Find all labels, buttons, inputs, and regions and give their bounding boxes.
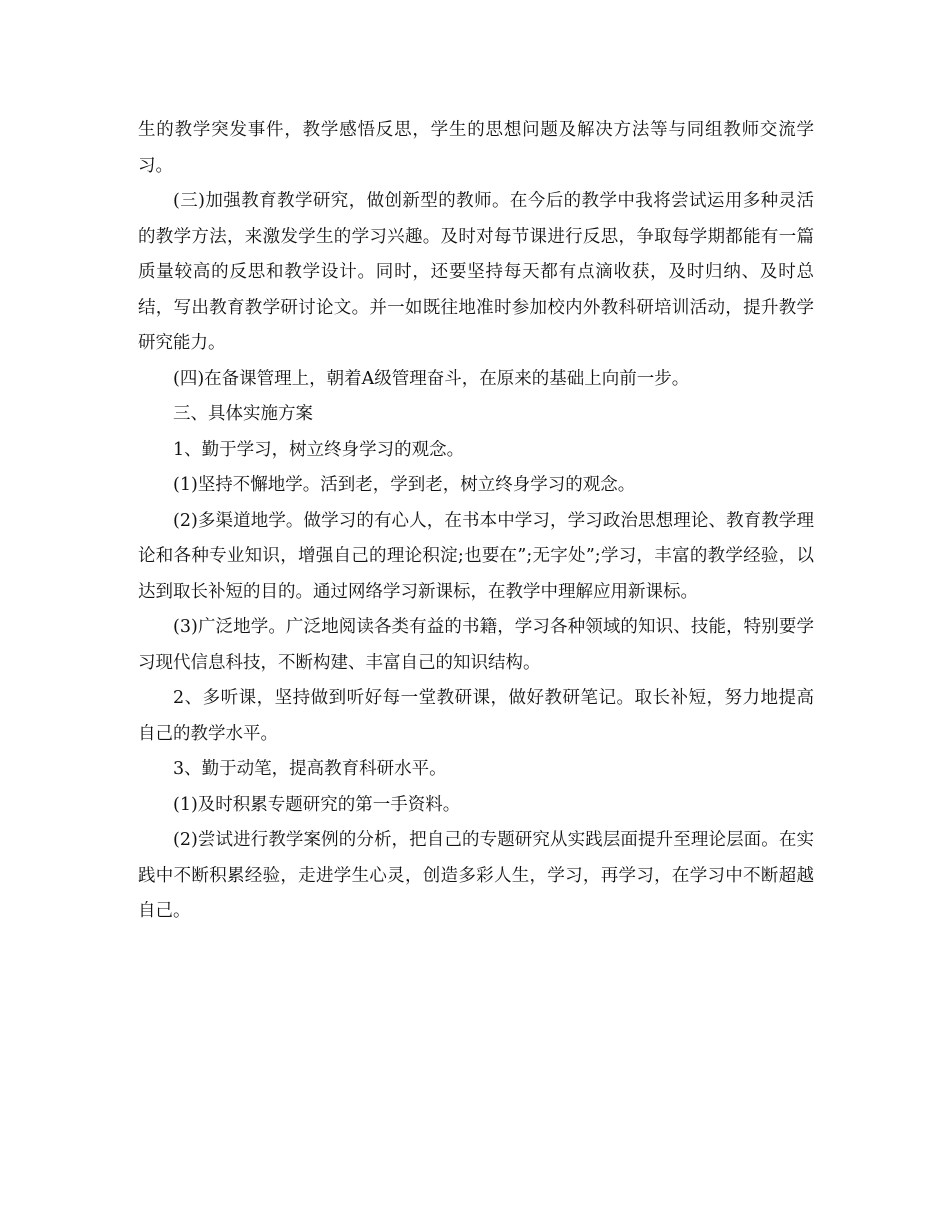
document-body bbox=[138, 113, 814, 930]
paragraph: (2)多渠道地学。做学习的有心人，在书本中学习，学习政治思想理论、教育教学理论和各种专业知识，增强自己的理论积淀;也要在”;无字处”;学习，丰富的教学经验，以达到取长补短的目的。通过网络学习新课标，在教学中理解应用新课标。 bbox=[138, 510, 814, 602]
paragraph: (2)尝试进行教学案例的分析，把自己的专题研究从实践层面提升至理论层面。在实践中不断积累经验，走进学生心灵，创造多彩人生，学习，再学习，在学习中不断超越自己。 bbox=[138, 830, 814, 921]
paragraph: 生的教学突发事件，教学感悟反思，学生的思想问题及解决方法等与同组教师交流学习。 bbox=[138, 120, 814, 176]
paragraph: (三)加强教育教学研究，做创新型的教师。在今后的教学中我将尝试运用多种灵活的教学方法，来激发学生的学习兴趣。及时对每节课进行反思，争取每学期都能有一篇质量较高的反思和教学设计。同时，还要坚持每天都有点滴收获，及时归纳、及时总结，写出教育教学研讨论文。并一如既往地准时参加校内外教科研培训活动，提升教学研究能力。 bbox=[138, 191, 814, 353]
paragraph: 1、勤于学习，树立终身学习的观念。 bbox=[173, 439, 465, 460]
paragraph: (3)广泛地学。广泛地阅读各类有益的书籍，学习各种领域的知识、技能，特别要学习现代信息科技，不断构建、丰富自己的知识结构。 bbox=[138, 617, 814, 673]
paragraph: (四)在备课管理上，朝着A级管理奋斗，在原来的基础上向前一步。 bbox=[173, 368, 690, 389]
section-heading: 三、具体实施方案 bbox=[173, 404, 313, 424]
paragraph: (1)坚持不懈地学。活到老，学到老，树立终身学习的观念。 bbox=[173, 475, 636, 495]
paragraph: 2、多听课，坚持做到听好每一堂教研课，做好教研笔记。取长补短，努力地提高自己的教学水平。 bbox=[138, 688, 814, 744]
paragraph: (1)及时积累专题研究的第一手资料。 bbox=[173, 794, 461, 815]
paragraph: 3、勤于动笔，提高教育科研水平。 bbox=[173, 759, 447, 779]
